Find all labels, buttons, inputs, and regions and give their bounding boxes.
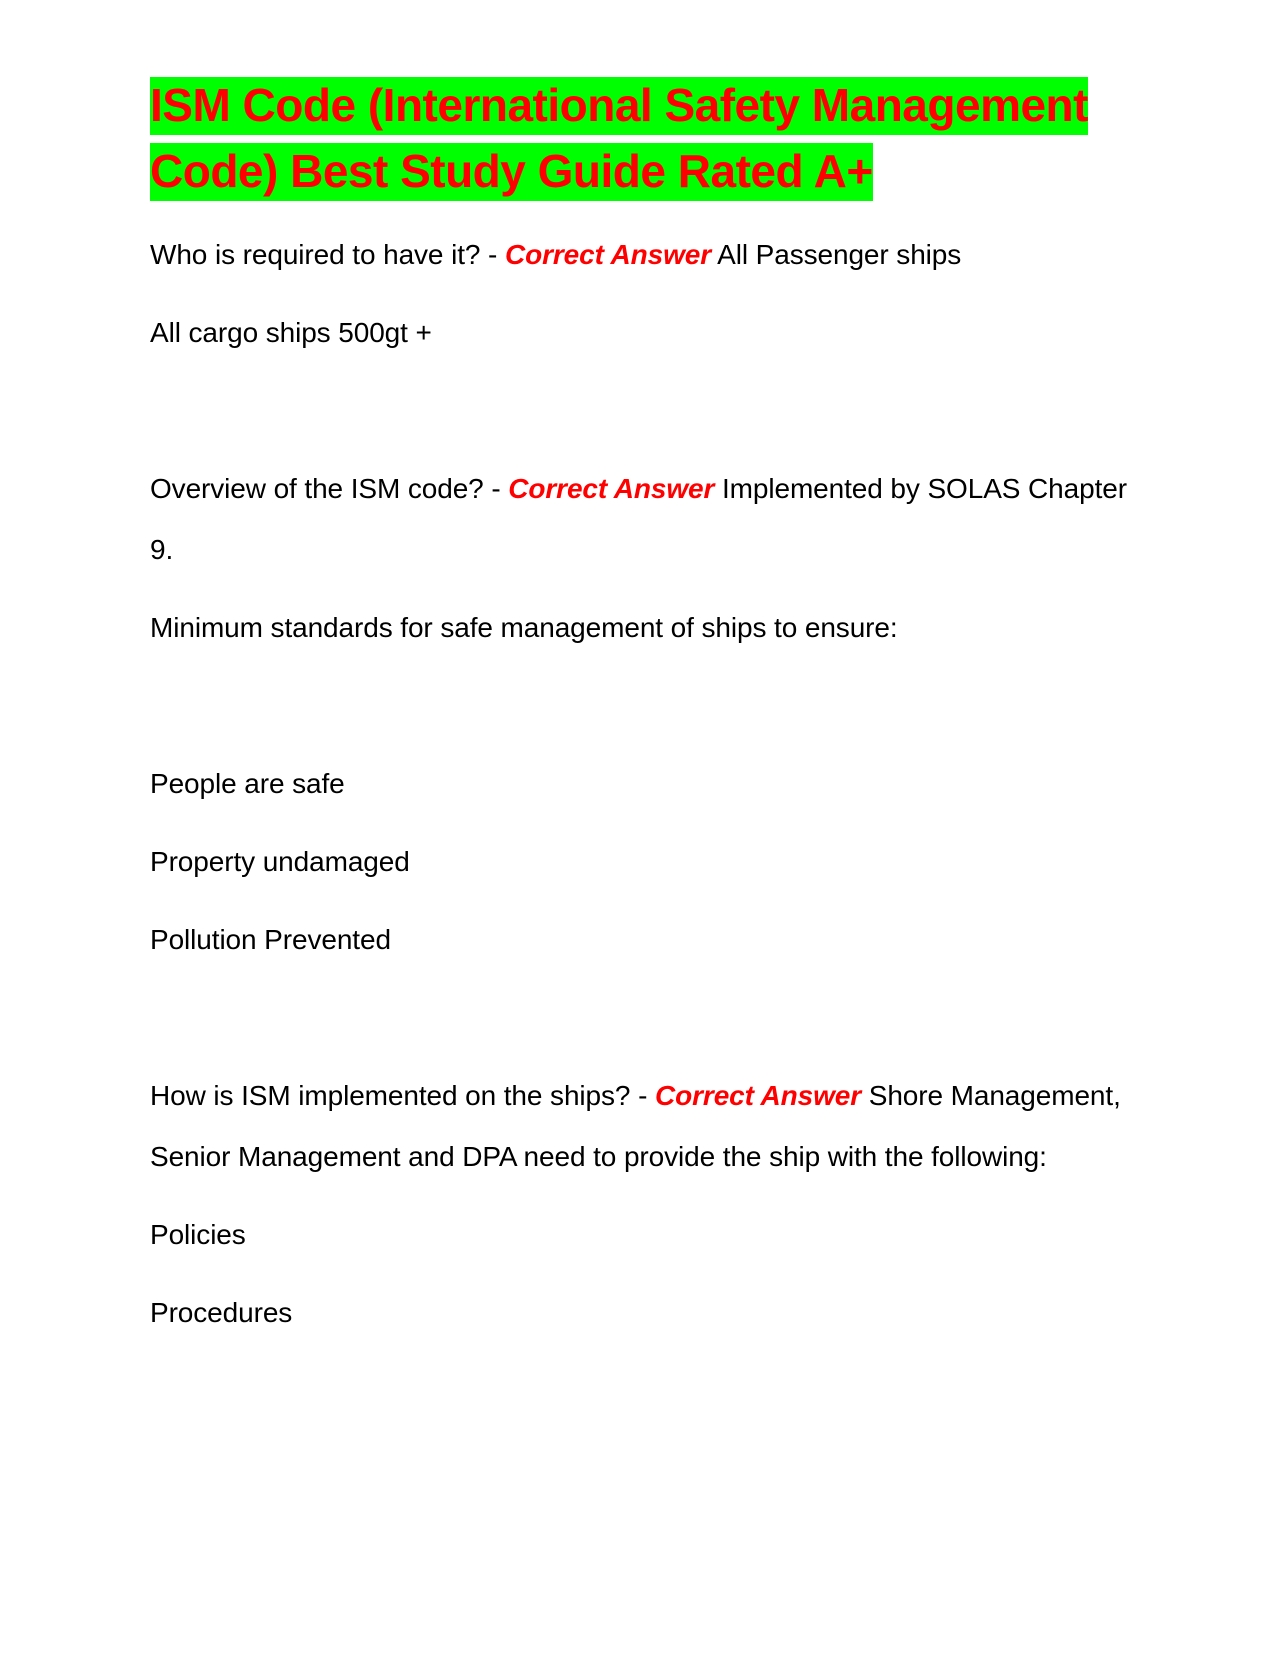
qa-item-2 <box>150 458 1130 580</box>
answer-text: All Passenger ships <box>711 239 962 270</box>
answer-line: Property undamaged <box>150 846 410 877</box>
document-page <box>150 72 1130 1360</box>
correct-answer-label: Correct Answer <box>504 239 712 270</box>
qa-item-3 <box>150 1065 1130 1187</box>
question-text: Who is required to have it? - <box>150 239 505 270</box>
answer-line: Procedures <box>150 1297 293 1328</box>
blank-line <box>150 987 1130 1065</box>
answer-text: Shore Management, Senior Management and DPA need to provide the ship with the following: <box>150 1080 1121 1172</box>
qa-item-1 <box>150 224 1130 285</box>
answer-text: Implemented by SOLAS Chapter 9. <box>150 473 1127 565</box>
correct-answer-label: Correct Answer <box>654 1080 862 1111</box>
question-text: Overview of the ISM code? - <box>150 473 509 504</box>
blank-line <box>150 380 1130 458</box>
answer-line: Pollution Prevented <box>150 924 391 955</box>
answer-line: Minimum standards for safe management of ships to ensure: <box>150 612 898 643</box>
answer-line: Policies <box>150 1219 246 1250</box>
question-text: How is ISM implemented on the ships? - <box>150 1080 655 1111</box>
document-title <box>150 72 1130 204</box>
blank-line <box>150 675 1130 753</box>
correct-answer-label: Correct Answer <box>508 473 715 504</box>
answer-line: People are safe <box>150 768 345 799</box>
answer-line: All cargo ships 500gt + <box>150 317 432 348</box>
title-highlight: ISM Code (International Safety Management Code) Best Study Guide Rated A+ <box>150 77 1088 201</box>
